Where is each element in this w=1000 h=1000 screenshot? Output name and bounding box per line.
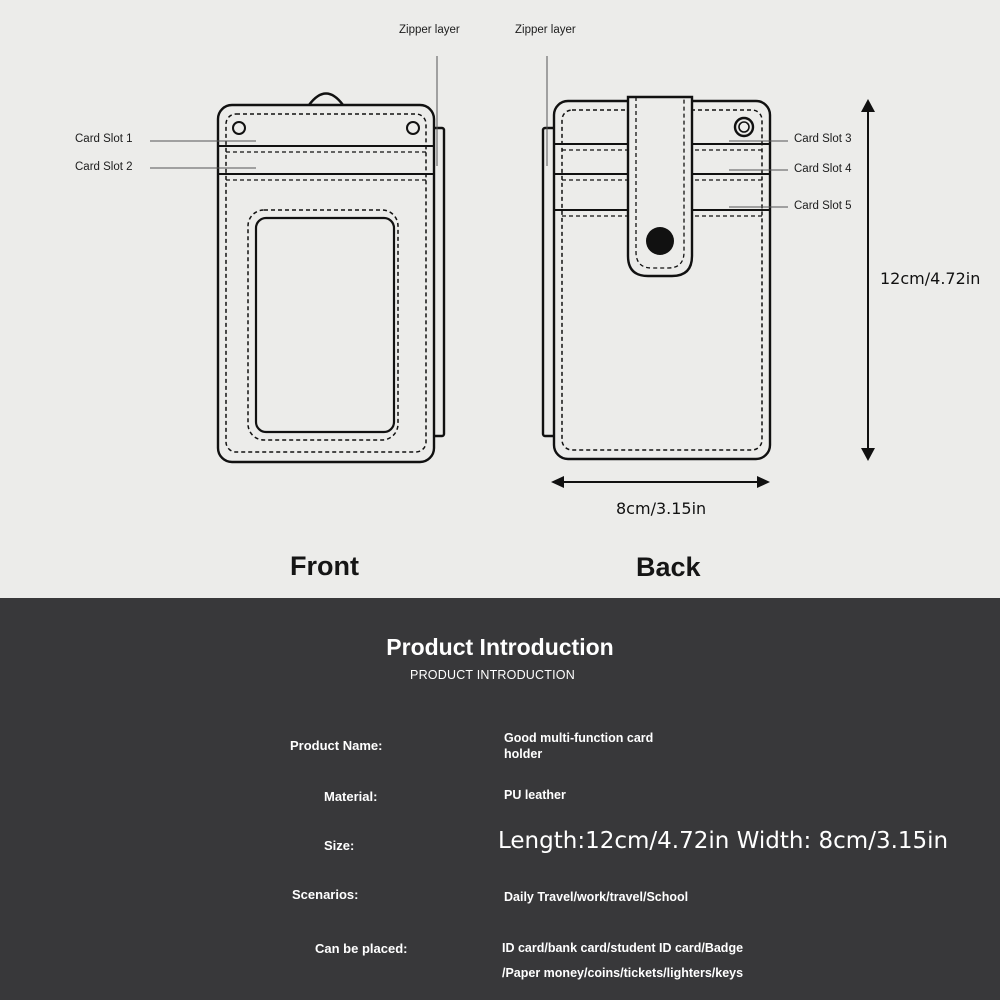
front-body bbox=[218, 105, 434, 462]
card-slot-1-label: Card Slot 1 bbox=[75, 133, 133, 145]
back-snap-button bbox=[646, 227, 674, 255]
scenarios-value: Daily Travel/work/travel/School bbox=[504, 890, 689, 904]
height-dimension-arrow bbox=[861, 99, 875, 461]
width-dimension-arrow bbox=[551, 476, 770, 488]
height-dimension-label: 12cm/4.72in bbox=[880, 269, 981, 288]
scenarios-key: Scenarios: bbox=[292, 887, 359, 902]
product-name-value-line-1: Good multi-function card bbox=[504, 731, 654, 745]
front-zipper-layer-label: Zipper layer bbox=[399, 24, 460, 36]
product-name-value-line-2: holder bbox=[504, 747, 543, 761]
can-be-placed-value-line-1: ID card/bank card/student ID card/Badge bbox=[502, 941, 744, 955]
back-view bbox=[543, 97, 770, 459]
size-value: Length:12cm/4.72in Width: 8cm/3.15in bbox=[498, 828, 949, 854]
can-be-placed-value-line-2: /Paper money/coins/tickets/lighters/keys bbox=[502, 966, 744, 980]
product-name-key: Product Name: bbox=[290, 738, 383, 753]
front-view bbox=[218, 94, 444, 463]
back-view-title: Back bbox=[636, 552, 701, 582]
material-value: PU leather bbox=[504, 788, 566, 802]
card-slot-5-label: Card Slot 5 bbox=[794, 200, 852, 212]
size-key: Size: bbox=[324, 838, 355, 853]
card-slot-3-label: Card Slot 3 bbox=[794, 133, 852, 145]
intro-subtitle: PRODUCT INTRODUCTION bbox=[410, 668, 575, 682]
card-slot-4-label: Card Slot 4 bbox=[794, 163, 852, 175]
intro-title: Product Introduction bbox=[386, 634, 614, 660]
can-be-placed-key: Can be placed: bbox=[315, 941, 408, 956]
back-zipper-layer-label: Zipper layer bbox=[515, 24, 576, 36]
front-view-title: Front bbox=[290, 551, 359, 581]
material-key: Material: bbox=[324, 789, 378, 804]
card-slot-2-label: Card Slot 2 bbox=[75, 161, 133, 173]
width-dimension-label: 8cm/3.15in bbox=[616, 499, 707, 518]
front-top-tab bbox=[309, 94, 343, 106]
